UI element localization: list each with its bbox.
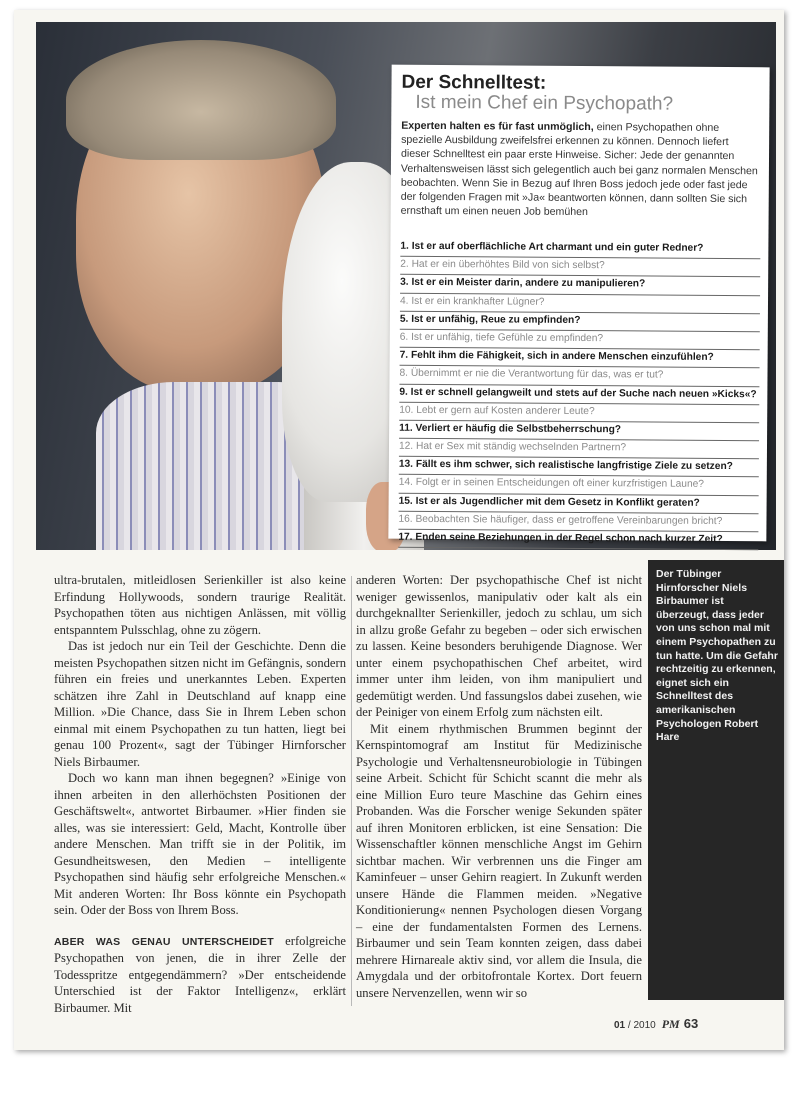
- question-item: 16. Beobachten Sie häufiger, dass er getroffene Vereinbarungen bricht?: [398, 512, 758, 533]
- photo-caption: Der Tübinger Hirnforscher Niels Birbaumer ist überzeugt, dass jeder von uns schon mal mit einem Psychopathen zu tun hatte. Um die Gefahr rechtzeitig zu erkennen, eignet sich ein Schnelltest des amerikanischen Psychologen Robert Hare: [656, 568, 778, 744]
- question-item: 10. Lebt er gern auf Kosten anderer Leute?: [399, 402, 759, 423]
- question-item: 12. Hat er Sex mit ständig wechselnden Partnern?: [399, 439, 759, 460]
- question-item: 1. Ist er auf oberflächliche Art charmant und ein guter Redner?: [400, 239, 760, 260]
- question-list: [398, 239, 760, 551]
- question-item: 15. Ist er als Jugendlicher mit dem Gesetz in Konflikt geraten?: [399, 493, 759, 514]
- magazine-page: [14, 10, 784, 1050]
- article-paragraph: Mit einem rhythmischen Brummen beginnt der Kernspintomograf am Institut für Medizinische Psychologie und Verhaltensneurobiologie in Tübingen seine Arbeit. Schicht für Schicht scannt die mehr als eine Million Euro teure Maschine das Gehirn eines Probanden. Was die Forscher wenige Sekunden später auf ihren Monitoren erblicken, ist eine Sensation: Die Wissenschaftler können menschliche Angst im Gehirn sichtbar machen. Wir verbrennen uns die Finger am Kaminfeuer – unser Gehirn reagiert. In Zukunft werden unsere Hände die Flammen meiden. »Negative Konditionierung« nennen Psychologen diesen Vorgang – eine der fundamentalsten Formen des Lernens. Birbaumer und sein Team konnten zeigen, dass dabei mehrere Hirnareale aktiv sind, vor allem die Insula, die Amygdala und der orbitofrontale Kortex. Dort feuern unsere Nervenzellen, wenn wir so: [356, 721, 642, 1000]
- caption-sidebar: [648, 560, 784, 1000]
- article-column-1: [54, 572, 346, 1016]
- article-paragraph: Doch wo kann man ihnen begegnen? »Einige von ihnen arbeiten in den allerhöchsten Positionen der Geschäftswelt«, antwortet Birbaumer. »Hier finden sie alles, was sie interessiert: Geld, Macht, Kontrolle über andere Menschen. Man trifft sie in der Politik, im Gesundheitswesen, den Medien – intelligente Psychopathen sind häufig sehr erfolgreiche Menschen.« Mit anderen Worten: Ihr Boss könnte ein Psychopath sein. Oder der Boss von Ihrem Boss.: [54, 771, 346, 917]
- box-title: Der Schnelltest:: [401, 71, 547, 94]
- question-item: 5. Ist er unfähig, Reue zu empfinden?: [400, 312, 760, 333]
- box-intro: [401, 119, 760, 221]
- box-intro-rest: einen Psychopathen ohne spezielle Ausbildung zweifelsfrei erkennen zu können. Dennoch liefert dieser Schnelltest ein paar erste Hinweise. Sicher: Jede der genannten Verhaltensweisen lässt sich gelegentlich auch bei ganz normalen Menschen beobachten. Wenn Sie in Bezug auf Ihren Boss jedoch jede oder fast jede der folgenden Fragen mit »Ja« beantworten können, dann sollten Sie sich ernsthaft um einen neuen Job bemühen: [400, 121, 758, 219]
- box-subtitle: Ist mein Chef ein Psychopath?: [415, 91, 674, 115]
- photo-person-hair: [66, 40, 336, 160]
- issue-number: 01: [614, 1020, 626, 1031]
- magazine-brand: PM: [661, 1017, 680, 1031]
- question-item: 8. Übernimmt er nie die Verantwortung für das, was er tut?: [399, 366, 759, 387]
- question-item: 13. Fällt es ihm schwer, sich realistische langfristige Ziele zu setzen?: [399, 457, 759, 478]
- issue-year: / 2010: [625, 1020, 656, 1031]
- article-paragraph: Das ist jedoch nur ein Teil der Geschichte. Denn die meisten Psychopathen sitzen nicht im Gefängnis, sondern führen ein freies und unerkanntes Leben. Experten schätzen ihre Zahl in Deutschland auf knapp eine Million. »Die Chance, dass Sie in Ihrem Leben schon einmal mit einem Psychopathen zu tun hatten, liegt bei genau 100 Prozent«, sagt der Tübinger Hirnforscher Niels Birbaumer.: [54, 639, 346, 769]
- question-item: 2. Hat er ein überhöhtes Bild von sich selbst?: [400, 257, 760, 278]
- article-paragraph: [54, 933, 346, 1017]
- column-divider: [351, 576, 352, 1006]
- article-text: erfolgreiche Psychopathen von jenen, die in ihrer Zelle der Todesspritze entgegendämmern? »Der entscheidende Unterschied ist der Faktor Intelligenz«, erklärt Birbaumer. Mit: [54, 933, 346, 1015]
- question-item: 3. Ist er ein Meister darin, andere zu manipulieren?: [400, 275, 760, 296]
- question-item: 9. Ist er schnell gelangweilt und stets auf der Suche nach neuen »Kicks«?: [399, 384, 759, 405]
- page-footer: [614, 1016, 698, 1032]
- section-lead-in: ABER WAS GENAU UNTERSCHEIDET: [54, 935, 274, 948]
- question-item: 14. Folgt er in seinen Entscheidungen oft einer kurzfristigen Laune?: [399, 475, 759, 496]
- question-item: 17. Enden seine Beziehungen in der Regel schon nach kurzer Zeit?: [398, 530, 758, 551]
- question-item: 4. Ist er ein krankhafter Lügner?: [400, 293, 760, 314]
- question-item: 11. Verliert er häufig die Selbstbeherrschung?: [399, 421, 759, 442]
- question-item: 6. Ist er unfähig, tiefe Gefühle zu empfinden?: [400, 330, 760, 351]
- schnelltest-box: [388, 65, 769, 546]
- article-paragraph: ultra-brutalen, mitleidlosen Serienkiller ist also keine Erfindung Hollywoods, sondern traurige Realität. Psychopathen töten aus nichtigen Anlässen, mit völlig entspanntem Pulsschlag, ohne zu zögern.: [54, 573, 346, 637]
- article-column-2: [356, 572, 642, 1001]
- page-number: 63: [683, 1016, 699, 1031]
- article-paragraph: anderen Worten: Der psychopathische Chef ist nicht weniger gewissenlos, manipulativ oder kalt als ein durchgeknallter Serienkiller, jedoch zu schlau, um sich in allzu große Gefahr zu begeben – oder sich erwischen zu lassen. Keine besonders beruhigende Diagnose. Wer unter einem psychopathischen Chef arbeitet, wird immer unter ihm leiden, von ihm manipuliert und gedemütigt werden. Und fassungslos dabei zusehen, wie der Peiniger von einem Erfolg zum nächsten eilt.: [356, 573, 642, 719]
- box-intro-lead: Experten halten es für fast unmöglich,: [401, 119, 594, 134]
- question-item: 7. Fehlt ihm die Fähigkeit, sich in andere Menschen einzufühlen?: [400, 348, 760, 369]
